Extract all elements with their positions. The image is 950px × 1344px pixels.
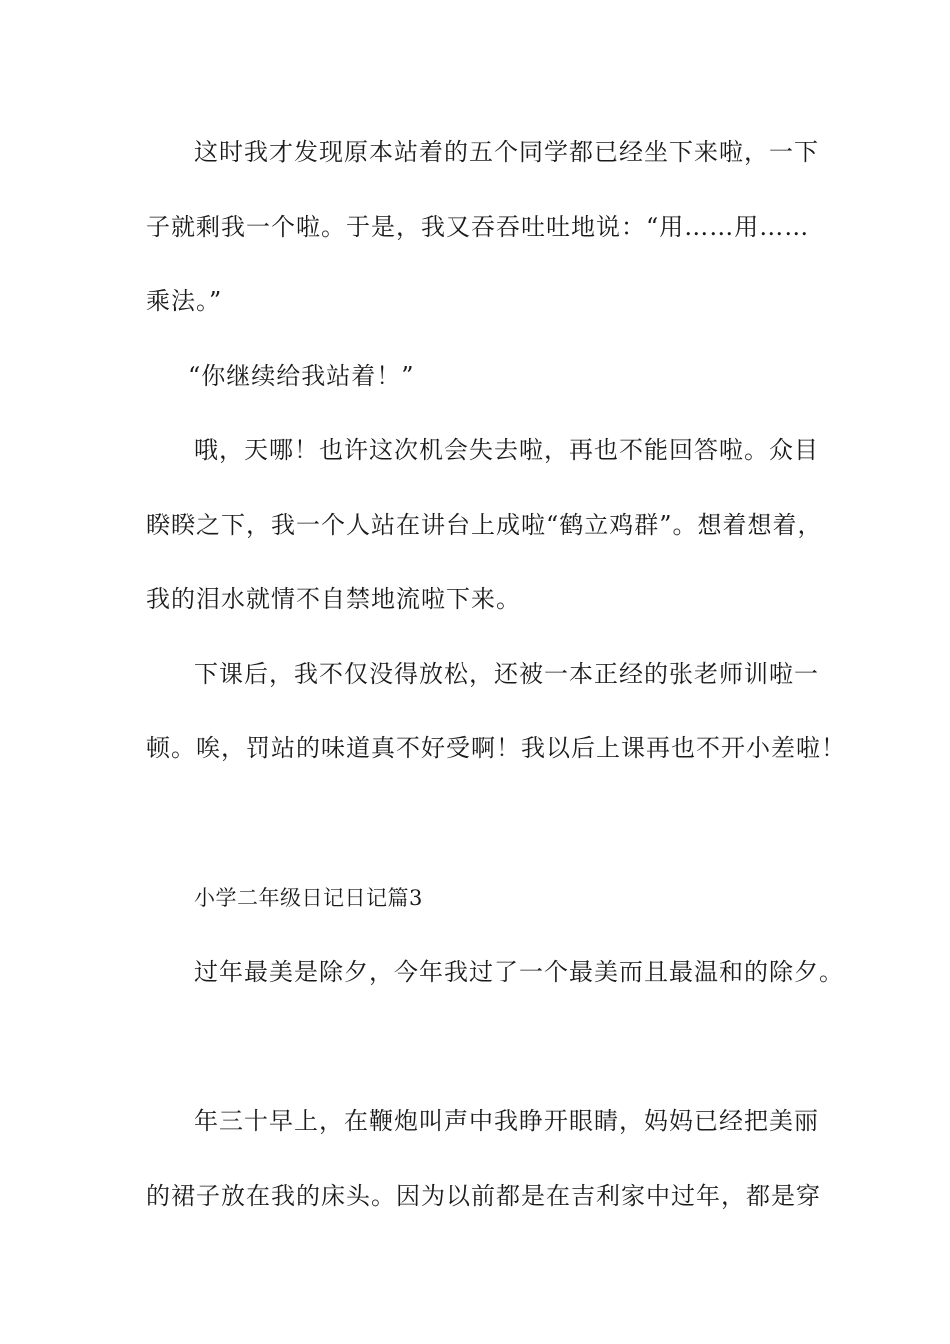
paragraph-1-line-2: 子就剩我一个啦。于是，我又吞吞吐吐地说：“用……用…… xyxy=(146,213,810,241)
paragraph-6-line-2: 的裙子放在我的床头。因为以前都是在吉利家中过年，都是穿 xyxy=(146,1182,821,1210)
paragraph-2-line-1: “你继续给我站着！” xyxy=(188,362,415,390)
paragraph-4-line-2: 顿。唉，罚站的味道真不好受啊！我以后上课再也不开小差啦！ xyxy=(146,734,846,762)
section-heading: 小学二年级日记日记篇3 xyxy=(194,886,423,910)
paragraph-1-line-1: 这时我才发现原本站着的五个同学都已经坐下来啦，一下 xyxy=(194,138,819,166)
paragraph-4-line-1: 下课后，我不仅没得放松，还被一本正经的张老师训啦一 xyxy=(194,660,819,688)
paragraph-5-line-1: 过年最美是除夕，今年我过了一个最美而且最温和的除夕。 xyxy=(194,958,844,986)
paragraph-3-line-3: 我的泪水就情不自禁地流啦下来。 xyxy=(146,585,521,613)
paragraph-1-line-3: 乘法。” xyxy=(146,287,223,315)
paragraph-6-line-1: 年三十早上，在鞭炮叫声中我睁开眼睛，妈妈已经把美丽 xyxy=(194,1107,819,1135)
paragraph-3-line-2: 睽睽之下，我一个人站在讲台上成啦“鹤立鸡群”。想着想着， xyxy=(146,511,823,539)
paragraph-3-line-1: 哦，天哪！也许这次机会失去啦，再也不能回答啦。众目 xyxy=(194,436,819,464)
